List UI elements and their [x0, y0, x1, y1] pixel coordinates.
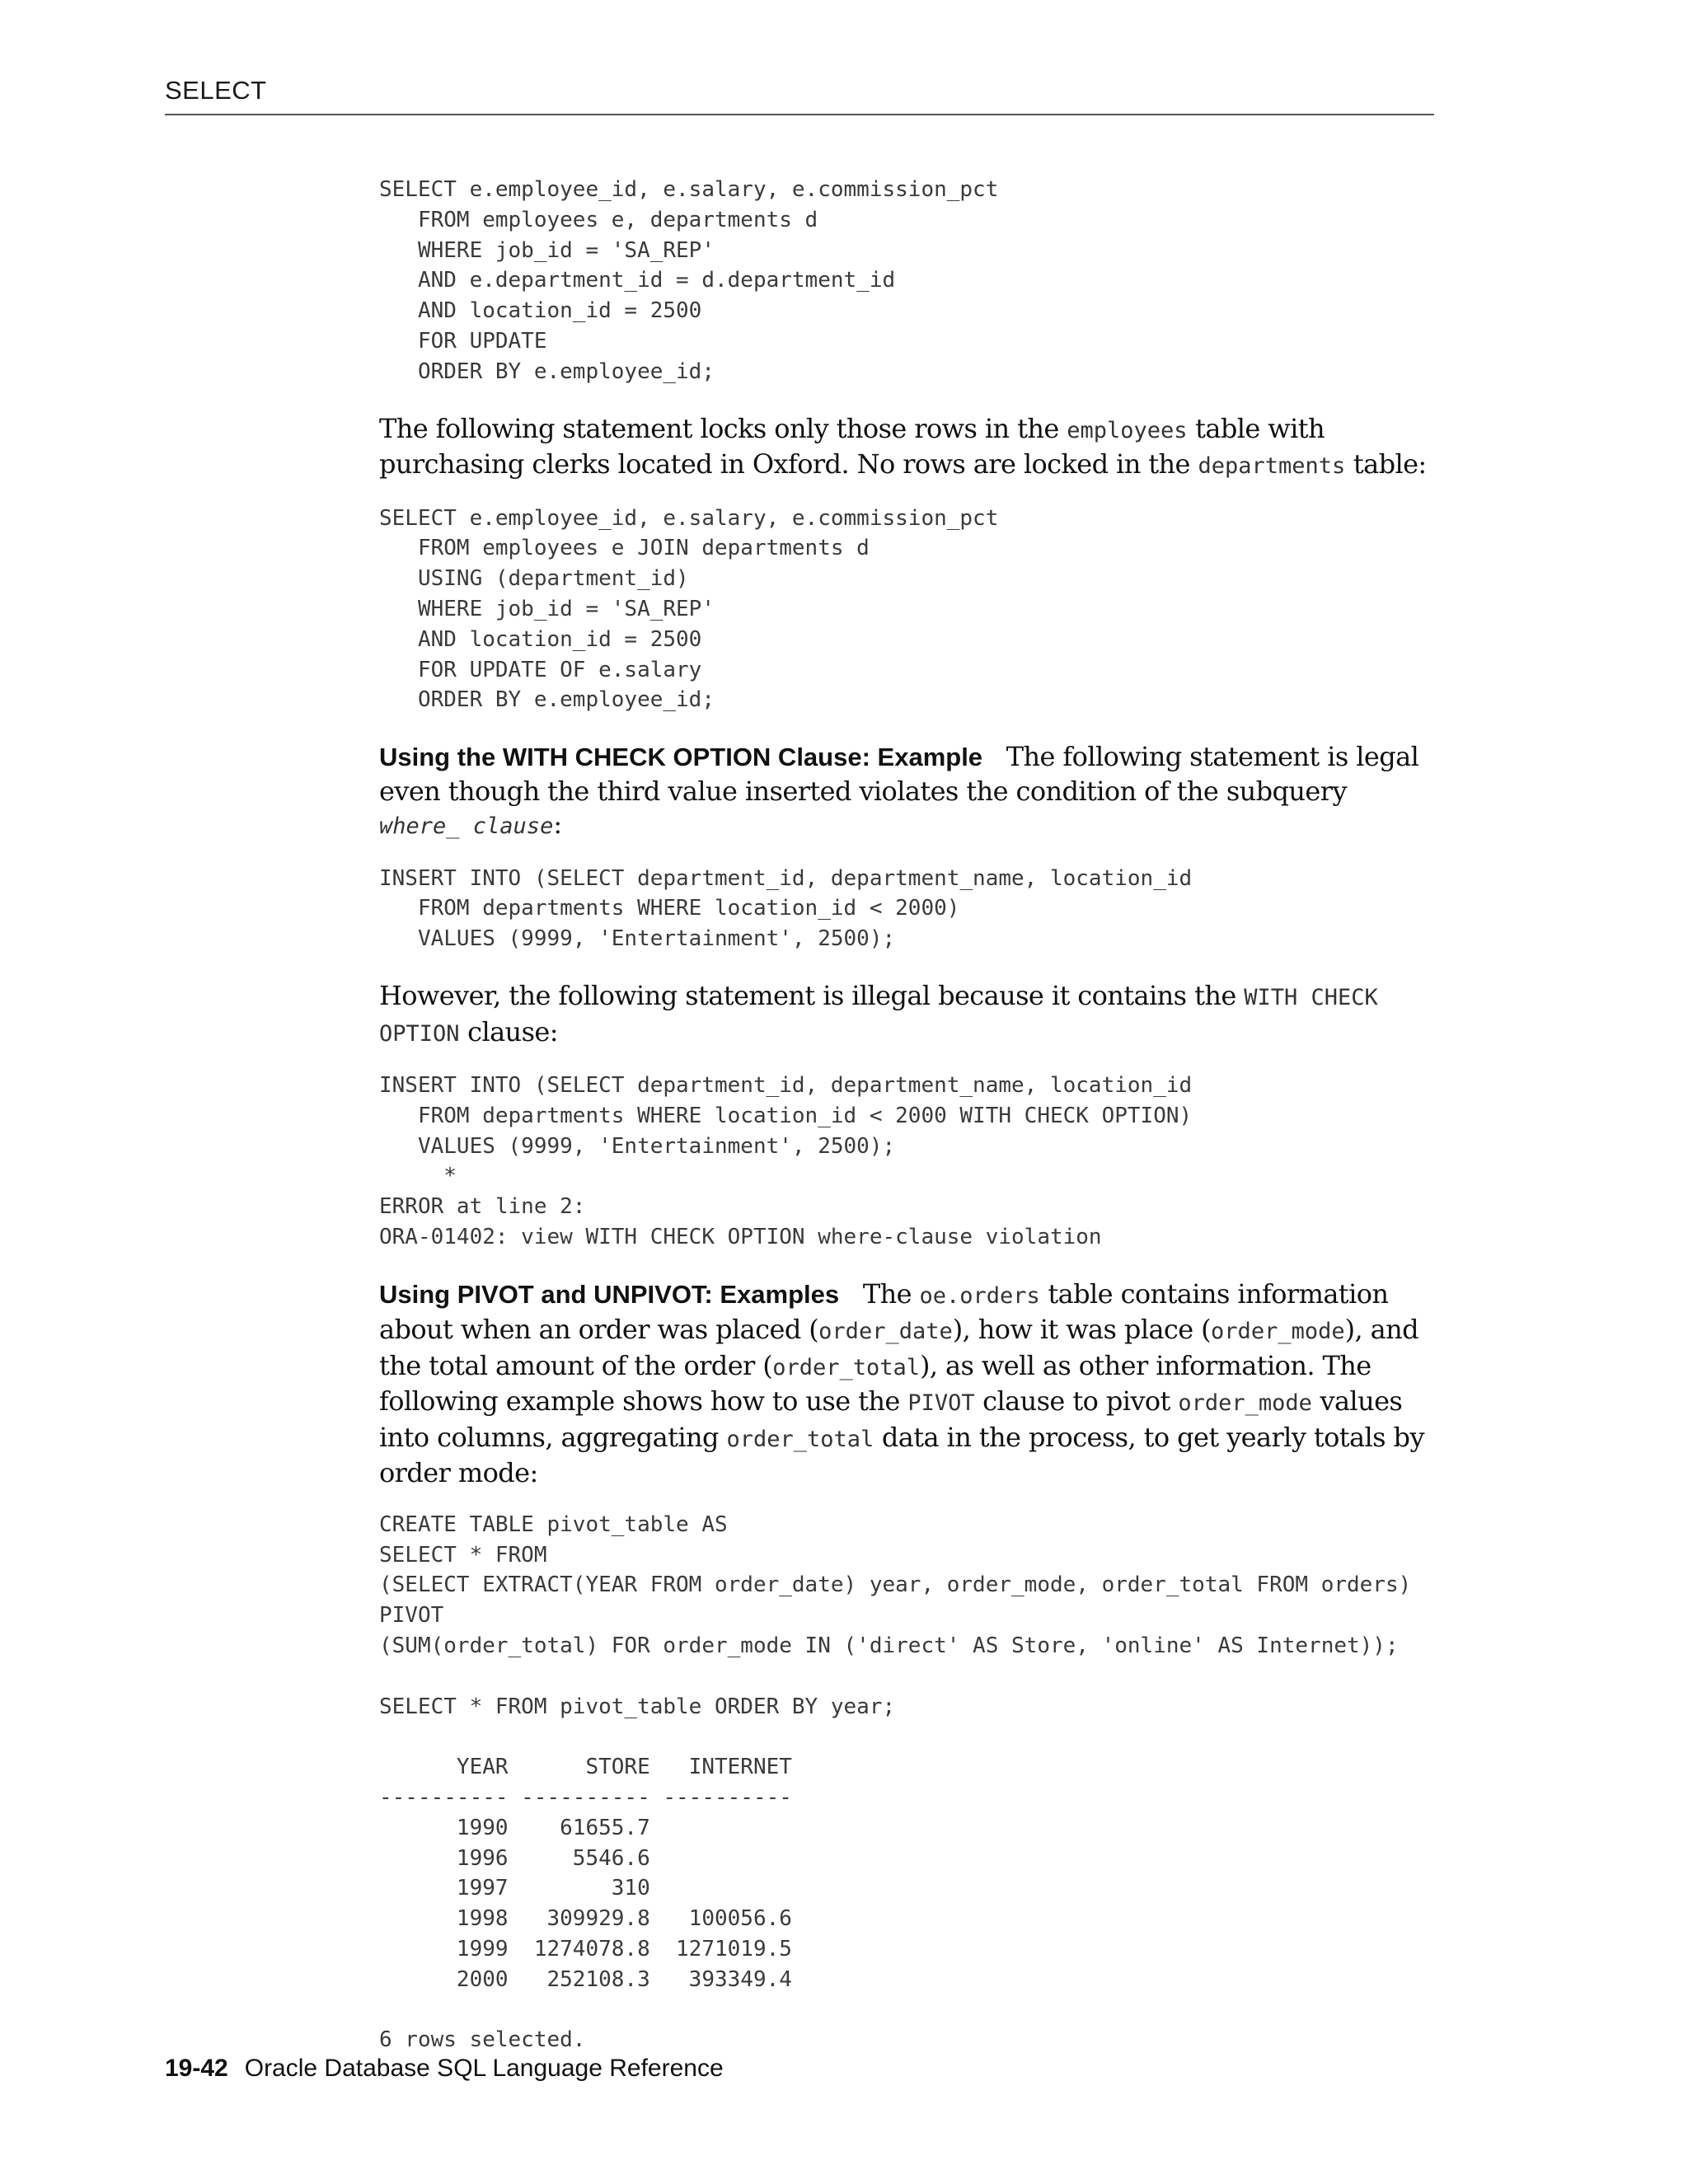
book-title: Oracle Database SQL Language Reference	[244, 2055, 724, 2082]
example-heading: Using the WITH CHECK OPTION Clause: Example	[379, 743, 983, 772]
inline-code: order_mode	[1178, 1390, 1312, 1417]
text-run: ), as well as other information. The following example shows how to use the	[379, 1349, 1372, 1418]
inline-code: employees	[1067, 417, 1188, 443]
text-run: table:	[1345, 448, 1427, 480]
code-example-insert-legal: INSERT INTO (SELECT department_id, department_name, location_id FROM departments WHERE location_id < 2000) VALUES (9999, 'Entertainment', 2500);	[379, 865, 1193, 952]
inline-code: PIVOT	[907, 1390, 975, 1417]
inline-code: departments	[1198, 453, 1346, 480]
paragraph-illegal-statement	[379, 979, 1434, 1051]
code-example-for-update-of: SELECT e.employee_id, e.salary, e.commission_pct FROM employees e JOIN departments d USING (department_id) WHERE job_id = 'SA_REP' AND location_id = 2500 FOR UPDATE OF e.salary ORDER BY e.employee_id;	[379, 505, 999, 713]
code-example-pivot: CREATE TABLE pivot_table AS SELECT * FROM (SELECT EXTRACT(YEAR FROM order_date) year, order_mode, order_total FROM orders) PIVOT (SUM(order_total) FOR order_mode IN ('direct' AS Store, 'online' AS Internet)); SELECT * FROM pivot_table ORDER BY year; YEAR STORE INTERNET ---------- ---------- ---------- 1990 61655.7 1996 5546.6 1997 310 1998 309929.8 100056.6 1999 1274078.8 1271019.5 2000 252108.3 393349.4 6 rows selected.	[379, 1511, 1412, 2053]
inline-code: order_total	[772, 1354, 920, 1380]
page-footer	[165, 2055, 724, 2083]
text-run: The following statement locks only those rows in the	[379, 412, 1067, 444]
code-example-insert-illegal: INSERT INTO (SELECT department_id, department_name, location_id FROM departments WHERE location_id < 2000 WITH CHECK OPTION) VALUES (9999, 'Entertainment', 2500); * ERROR at line 2: ORA-01402: view WITH CHECK OPTION where-clause violation	[379, 1073, 1193, 1250]
paragraph-with-check-option	[379, 740, 1434, 844]
inline-code: order_total	[726, 1426, 874, 1452]
text-run: ), how it was place (	[952, 1314, 1212, 1346]
example-heading: Using PIVOT and UNPIVOT: Examples	[379, 1279, 840, 1309]
inline-code: order_date	[818, 1319, 953, 1345]
text-run: clause:	[459, 1015, 558, 1047]
text-run: ), and the total amount of the order (	[379, 1314, 1419, 1381]
page-number: 19-42	[165, 2055, 228, 2082]
running-head: SELECT	[165, 76, 267, 105]
text-run: table with purchasing clerks located in Oxford. No rows are locked in the	[379, 412, 1325, 480]
header-rule	[165, 114, 1434, 115]
text-run: values into columns, aggregating	[379, 1385, 1403, 1453]
text-run: However, the following statement is illegal because it contains the	[379, 980, 1245, 1012]
text-run: data in the process, to get yearly totals by order mode:	[379, 1421, 1424, 1489]
inline-code: where_ clause	[379, 813, 554, 840]
inline-code: order_mode	[1211, 1319, 1345, 1345]
text-run: clause to pivot	[974, 1385, 1179, 1418]
page-content	[379, 175, 1434, 2055]
text-run: The	[862, 1277, 920, 1310]
paragraph-locks-rows	[379, 412, 1434, 484]
paragraph-pivot-unpivot	[379, 1277, 1434, 1490]
text-run: :	[553, 808, 562, 841]
inline-code: oe.orders	[919, 1282, 1040, 1309]
code-example-for-update: SELECT e.employee_id, e.salary, e.commission_pct FROM employees e, departments d WHERE job_id = 'SA_REP' AND e.department_id = d.department_id AND location_id = 2500 FOR UPDATE ORDER BY e.employee_id;	[379, 177, 999, 384]
inline-code: WITH CHECK OPTION	[379, 985, 1378, 1047]
text-run: table contains information about when an order was placed (	[379, 1277, 1389, 1346]
text-run: The following statement is legal even though the third value inserted violates the condition of the subquery	[379, 741, 1419, 807]
